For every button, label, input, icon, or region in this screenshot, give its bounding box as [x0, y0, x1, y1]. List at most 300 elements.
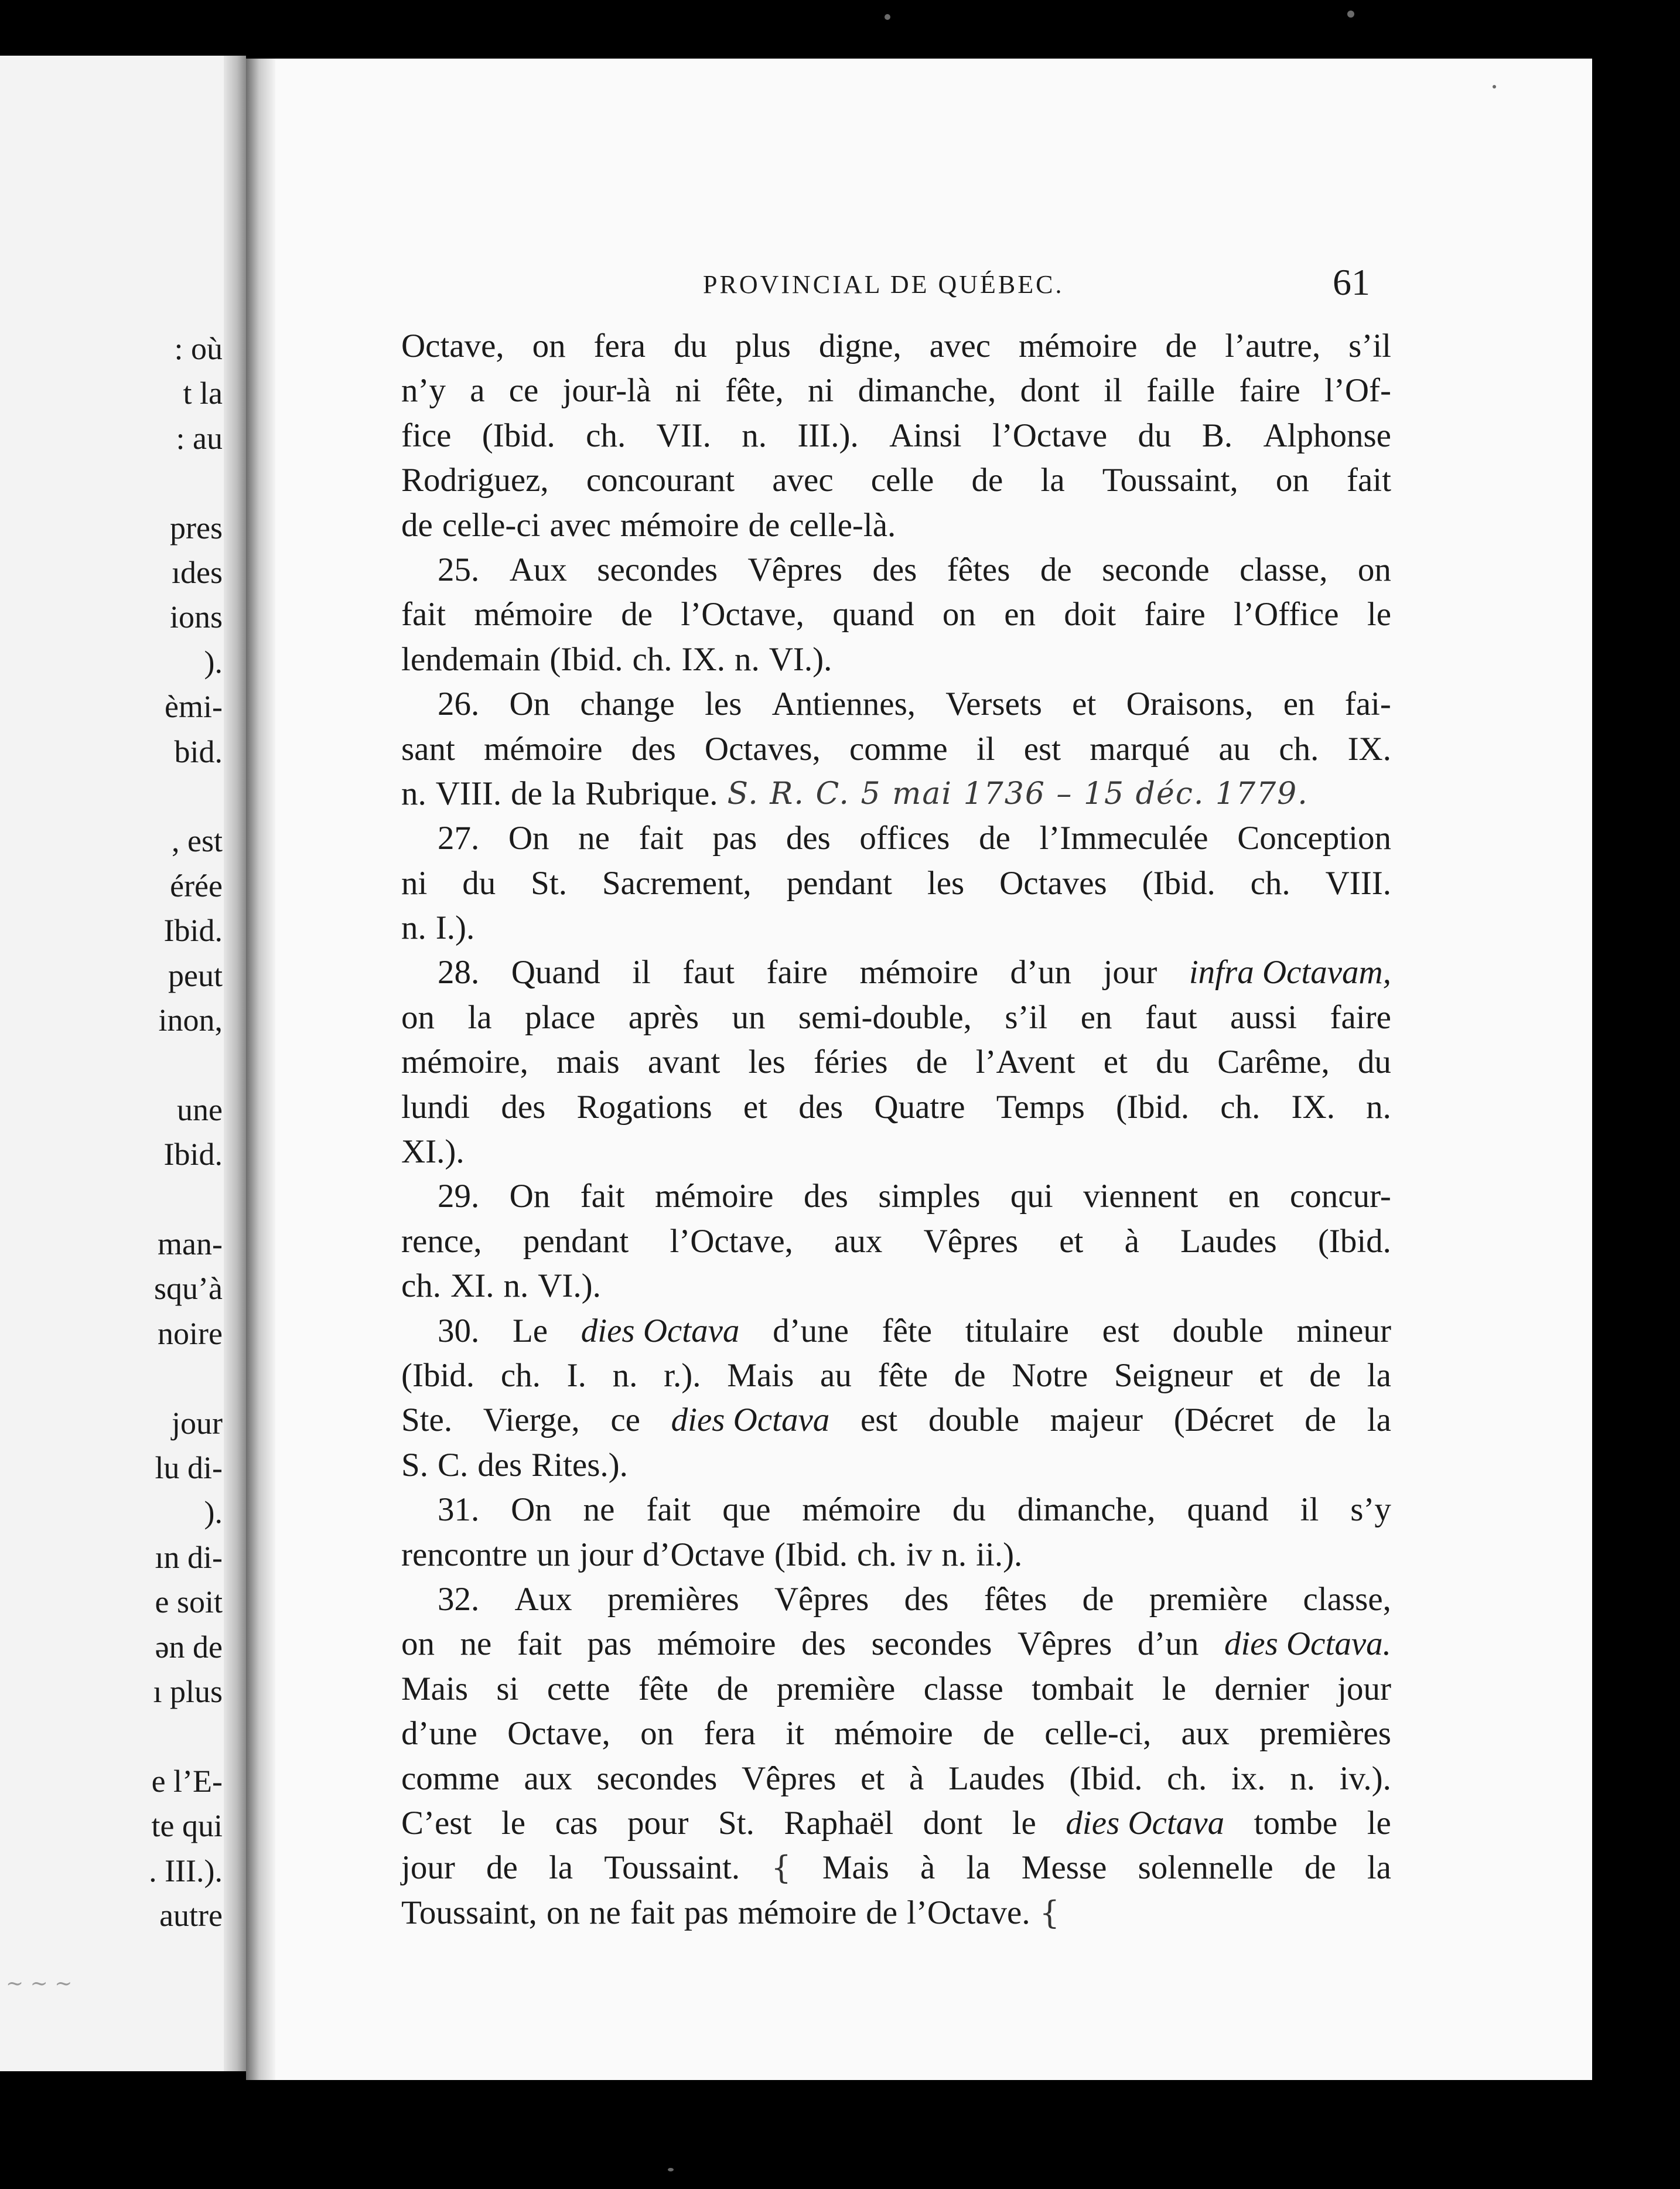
word: la	[1367, 1849, 1391, 1887]
word: des	[477, 1446, 523, 1484]
word: du	[952, 1491, 986, 1529]
margin-brace-mark: {	[771, 1849, 791, 1887]
word-gap	[468, 1443, 477, 1488]
word: n.	[734, 640, 760, 678]
word: Aux	[509, 551, 567, 588]
word: et	[861, 1760, 885, 1797]
word: faille	[1146, 372, 1215, 410]
word: (Ibid.	[482, 417, 555, 454]
word: après	[628, 998, 699, 1036]
word: iv	[906, 1536, 933, 1573]
word: On	[509, 1178, 551, 1215]
word: VI.).	[538, 1267, 601, 1305]
word: fait	[1347, 462, 1391, 499]
word: et	[743, 1088, 768, 1126]
word: faire	[1239, 372, 1300, 410]
word: secondes	[597, 551, 718, 588]
margin-brace-mark: {	[1039, 1894, 1060, 1931]
word: concur-	[1289, 1178, 1391, 1215]
word: aux	[834, 1222, 883, 1260]
word: On	[509, 686, 551, 723]
word: ce	[610, 1402, 640, 1439]
word-gap	[528, 1264, 538, 1308]
word: Octave,	[401, 328, 504, 364]
word: il	[1104, 372, 1122, 410]
word-gap	[967, 1533, 976, 1577]
word: des	[801, 1625, 846, 1663]
word: en	[1283, 686, 1315, 723]
word-gap	[780, 503, 789, 548]
word: IX.	[681, 640, 725, 678]
word-gap	[621, 1891, 630, 1935]
word: tombe	[1254, 1804, 1338, 1842]
word: fait	[638, 820, 684, 857]
word: sant	[401, 730, 455, 768]
text-line	[401, 1846, 1391, 1890]
text-line	[401, 1085, 1391, 1130]
facing-page-line: autre	[159, 1898, 223, 1933]
facing-page-line: noire	[158, 1315, 223, 1351]
word: solennelle	[1138, 1849, 1273, 1887]
word: de	[1304, 1849, 1336, 1887]
page-number: 61	[1333, 261, 1370, 303]
word: s’y	[1350, 1491, 1391, 1529]
facing-page-line: jour	[172, 1405, 223, 1441]
word-gap	[426, 772, 436, 816]
word: marqué	[1090, 730, 1190, 768]
word: n.	[401, 775, 426, 812]
facing-page-line: bid.	[174, 734, 223, 769]
word: secondes	[596, 1760, 718, 1797]
word: Alphonse	[1263, 417, 1391, 454]
word: l’Octave.	[907, 1894, 1030, 1931]
word: faire	[1330, 998, 1391, 1036]
word-gap	[527, 1533, 537, 1577]
word: ch.	[1220, 1088, 1261, 1126]
word: S.	[401, 1446, 428, 1484]
word-gap	[501, 772, 511, 816]
word: pendant	[523, 1222, 629, 1260]
word: digne,	[818, 328, 902, 364]
word: Mais	[822, 1849, 889, 1887]
facing-page-line: te qui	[151, 1808, 223, 1844]
word: fait	[646, 1491, 691, 1529]
word: de	[979, 820, 1010, 857]
word: Temps	[996, 1088, 1085, 1126]
word: le	[501, 1804, 526, 1842]
word-gap	[580, 1891, 589, 1935]
word: mémoire	[620, 506, 739, 544]
word: secondes	[871, 1625, 992, 1663]
word: Mais	[401, 1670, 468, 1707]
word: pendant	[786, 864, 893, 902]
word: semi-double,	[798, 998, 972, 1036]
word: première	[1149, 1580, 1268, 1618]
word-gap	[433, 503, 442, 548]
word: 31.	[438, 1491, 480, 1529]
word: Conception	[1237, 820, 1391, 857]
text-line	[401, 1130, 1391, 1174]
text-line	[401, 995, 1391, 1040]
word: ch.	[856, 1536, 897, 1573]
facing-page-line: lu di-	[155, 1450, 223, 1485]
word: 32.	[438, 1580, 480, 1618]
word: faut	[1145, 998, 1197, 1036]
facing-page-line: t la	[183, 376, 223, 411]
dust-speck	[1347, 11, 1354, 18]
word: de	[511, 775, 542, 812]
word: l’Avent	[975, 1044, 1075, 1081]
word: du	[1156, 1044, 1190, 1081]
word: il	[632, 954, 651, 991]
word: au	[1218, 730, 1251, 768]
word: IX.	[1291, 1088, 1335, 1126]
word: Seigneur	[1114, 1356, 1233, 1394]
text-line	[401, 1309, 1391, 1353]
faint-handwriting: ~ ~ ~	[6, 1972, 73, 1996]
word: lendemain	[401, 640, 541, 678]
word: fera	[704, 1715, 756, 1752]
word: celle-ci,	[1044, 1715, 1152, 1752]
word: la	[1040, 462, 1065, 499]
word: 25.	[438, 551, 480, 588]
word: de	[486, 1849, 518, 1887]
word-gap	[537, 1891, 547, 1935]
word-gap	[765, 1533, 774, 1577]
word: de	[1309, 1356, 1341, 1394]
word: Vierge,	[483, 1402, 580, 1439]
word: au	[820, 1356, 852, 1394]
word: place	[525, 998, 596, 1036]
word: de	[748, 506, 780, 544]
word: dont	[1020, 372, 1080, 410]
word: titulaire	[965, 1312, 1069, 1349]
word: infra Octavam,	[1189, 954, 1391, 991]
word: des	[501, 1088, 546, 1126]
word: n.	[941, 1536, 967, 1573]
word: du	[462, 864, 496, 902]
word: aux	[524, 1760, 572, 1797]
word: le	[1162, 1670, 1186, 1707]
word: mémoire	[1019, 328, 1138, 364]
word: Quatre	[874, 1088, 965, 1126]
word: 27.	[438, 820, 480, 857]
word: it	[786, 1715, 804, 1752]
word: avec	[929, 328, 991, 364]
word: Versets	[945, 686, 1042, 723]
word: n.	[612, 1356, 638, 1394]
word: mémoire	[802, 1491, 921, 1529]
word: iv.).	[1339, 1760, 1391, 1797]
word: premières	[1259, 1715, 1391, 1752]
word: faut	[682, 954, 735, 991]
text-line	[401, 1711, 1391, 1756]
word: le	[1012, 1804, 1036, 1842]
word: r.).	[664, 1356, 701, 1394]
dust-speck	[885, 14, 890, 20]
word: celle-ci	[442, 506, 541, 544]
text-line	[401, 1174, 1391, 1219]
text-line	[401, 1667, 1391, 1711]
word: Rodriguez,	[401, 462, 549, 499]
word: ne	[589, 1894, 621, 1931]
word: I.	[566, 1356, 586, 1394]
word: que	[722, 1491, 771, 1529]
word: tombait	[1032, 1670, 1134, 1707]
facing-page	[0, 56, 246, 2071]
word: simples	[878, 1178, 981, 1215]
word: mémoire	[484, 730, 603, 768]
word: ne	[583, 1491, 615, 1529]
word: Le	[512, 1312, 548, 1349]
facing-page-line: e l’E-	[151, 1763, 223, 1799]
word: des	[786, 820, 831, 857]
word: St.	[718, 1804, 754, 1842]
word: faire	[766, 954, 828, 991]
word-gap	[729, 1891, 738, 1935]
word: à	[920, 1849, 935, 1887]
text-line	[401, 1891, 1391, 1935]
word: lundi	[401, 1088, 470, 1126]
word: Laudes	[1180, 1222, 1277, 1260]
word: Vêpres	[747, 551, 842, 588]
text-line	[401, 324, 1391, 369]
text-line	[401, 458, 1391, 503]
word: mémoire,	[401, 1044, 528, 1081]
facing-page-line: une	[177, 1092, 223, 1127]
word: Toussaint,	[1102, 462, 1238, 499]
word-gap	[426, 906, 436, 950]
word: à	[1124, 1222, 1139, 1260]
word: fice	[401, 417, 452, 454]
word-gap	[856, 1891, 866, 1935]
word: C’est	[401, 1804, 472, 1842]
facing-page-line: e soit	[155, 1584, 223, 1620]
word: si	[496, 1670, 519, 1707]
facing-page-line: squ’à	[154, 1271, 223, 1307]
word: ni	[808, 372, 834, 410]
word-gap	[494, 1264, 503, 1308]
word: on	[942, 596, 976, 633]
facing-page-line: ions	[169, 599, 223, 635]
word: fête	[638, 1670, 689, 1707]
word: (Décret	[1173, 1402, 1274, 1439]
word: et	[1103, 1044, 1128, 1081]
word: pas	[684, 1894, 729, 1931]
word: majeur	[1050, 1402, 1143, 1439]
word: fait	[517, 1625, 562, 1663]
word: Ste.	[401, 1402, 453, 1439]
word: concourant	[586, 462, 735, 499]
word: d’un	[1010, 954, 1072, 991]
word-gap	[739, 503, 749, 548]
word: ch.	[1167, 1760, 1207, 1797]
word: (Ibid.	[1142, 864, 1215, 902]
word: ix.	[1231, 1760, 1266, 1797]
word-gap	[428, 1443, 438, 1488]
word: ch.	[500, 1356, 541, 1394]
word: celle	[870, 462, 934, 499]
word: Messe	[1021, 1849, 1107, 1887]
word: St.	[531, 864, 567, 902]
word: un	[537, 1536, 571, 1573]
text-line	[401, 1488, 1391, 1532]
word: C.	[437, 1446, 469, 1484]
word: Rubrique.	[585, 775, 718, 812]
word: des	[872, 551, 917, 588]
word: d’Octave	[643, 1536, 765, 1573]
word: mémoire	[834, 1715, 953, 1752]
word: jour	[1103, 954, 1157, 991]
word: mineur	[1296, 1312, 1391, 1349]
word: ch.	[1250, 864, 1290, 902]
text-line	[401, 1443, 1391, 1488]
word-gap	[541, 503, 550, 548]
word: change	[580, 686, 675, 723]
word: dernier	[1214, 1670, 1309, 1707]
word: mais	[556, 1044, 620, 1081]
word: viennent	[1083, 1178, 1198, 1215]
word-gap	[633, 1533, 643, 1577]
word: fait	[401, 596, 446, 633]
facing-page-line: pres	[170, 510, 223, 545]
body-text	[401, 324, 1391, 1935]
word-gap	[623, 637, 632, 682]
text-line	[401, 1353, 1391, 1398]
text-line	[401, 503, 1391, 548]
word: Sacrement,	[602, 864, 752, 902]
word-gap	[848, 1533, 857, 1577]
word: à	[909, 1760, 924, 1797]
word: Laudes	[948, 1760, 1045, 1797]
word: IX.	[1347, 730, 1391, 768]
word: (Ibid.	[1069, 1760, 1143, 1797]
word: fêtes	[947, 551, 1010, 588]
word: première	[776, 1670, 896, 1707]
word: le	[1367, 596, 1391, 633]
word: n.	[503, 1267, 529, 1305]
word: mémoire	[859, 954, 979, 991]
word: ne	[460, 1625, 492, 1663]
word: des	[803, 1178, 848, 1215]
word: en	[1228, 1178, 1260, 1215]
word: double	[928, 1402, 1020, 1439]
word: est	[860, 1402, 898, 1439]
word: l’Of-	[1324, 372, 1391, 410]
text-line	[401, 950, 1391, 995]
text-line	[401, 1264, 1391, 1308]
facing-page-line: ın di-	[155, 1539, 223, 1575]
word: la	[548, 1849, 573, 1887]
word: rencontre	[401, 1536, 528, 1573]
word: Antiennes,	[771, 686, 916, 723]
word: dimanche,	[858, 372, 996, 410]
text-line	[401, 772, 1391, 816]
word: de	[621, 596, 653, 633]
word: doit	[1064, 596, 1116, 633]
word: mémoire	[655, 1178, 774, 1215]
word: 29.	[438, 1178, 480, 1215]
word: l’Office	[1234, 596, 1339, 633]
word: et	[1259, 1356, 1283, 1394]
word: Vêpres	[1017, 1625, 1112, 1663]
facing-page-line: ıdes	[172, 555, 223, 590]
word-gap	[542, 772, 552, 816]
word-gap	[611, 503, 620, 548]
word: jour-là	[562, 372, 651, 410]
word: ni	[675, 372, 701, 410]
word: Vêpres	[923, 1222, 1019, 1260]
word: ce	[508, 372, 539, 410]
word-gap	[672, 637, 682, 682]
word: la	[551, 775, 576, 812]
word: on	[401, 1625, 435, 1663]
word: on	[401, 998, 435, 1036]
handwritten-annotation: S. R. C. 5 mai 1736 – 15 déc. 1779.	[727, 776, 1309, 812]
word: faire	[1144, 596, 1206, 633]
text-line	[401, 861, 1391, 906]
dust-speck	[1493, 85, 1496, 88]
word: de	[1305, 1402, 1337, 1439]
word-gap	[1030, 1891, 1040, 1935]
word: classe,	[1303, 1580, 1391, 1618]
word: on	[1275, 462, 1309, 499]
word: des	[798, 1088, 844, 1126]
word: rence,	[401, 1222, 482, 1260]
facing-page-line: ı plus	[153, 1674, 223, 1709]
text-line	[401, 1577, 1391, 1622]
facing-page-text	[0, 56, 224, 2071]
word: dont	[923, 1804, 983, 1842]
text-line	[401, 1040, 1391, 1085]
word: la	[966, 1849, 991, 1887]
word: n.	[401, 909, 426, 947]
word: fait	[580, 1178, 625, 1215]
word: Notre	[1012, 1356, 1088, 1394]
facing-page-line: man-	[158, 1226, 223, 1261]
word: les	[748, 1044, 786, 1081]
word: du	[1357, 1044, 1391, 1081]
word: d’une	[401, 1715, 477, 1752]
word: n’y	[401, 372, 446, 410]
word: dies Octava.	[1224, 1625, 1391, 1663]
word: Mais	[727, 1356, 794, 1394]
main-page	[246, 59, 1592, 2080]
word: Carême,	[1217, 1044, 1330, 1081]
word: (Ibid.	[401, 1356, 475, 1394]
word: ch.	[632, 640, 672, 678]
word-gap	[897, 1533, 906, 1577]
word: VIII.	[435, 775, 502, 812]
word: B.	[1201, 417, 1233, 454]
text-line	[401, 682, 1391, 727]
facing-page-line: : au	[176, 420, 223, 456]
text-line	[401, 816, 1391, 861]
text-line	[401, 414, 1391, 458]
word: ch.	[586, 417, 626, 454]
word: fête,	[725, 372, 784, 410]
word: dies Octava	[1066, 1804, 1225, 1842]
word: féries	[813, 1044, 888, 1081]
word: mémoire	[474, 596, 593, 633]
word: mémoire	[657, 1625, 776, 1663]
word-gap	[725, 637, 735, 682]
word: XI.).	[401, 1133, 465, 1171]
word: de	[1165, 328, 1197, 364]
word: Raphaël	[784, 1804, 894, 1842]
word: XI.	[450, 1267, 494, 1305]
word: 26.	[438, 686, 480, 723]
